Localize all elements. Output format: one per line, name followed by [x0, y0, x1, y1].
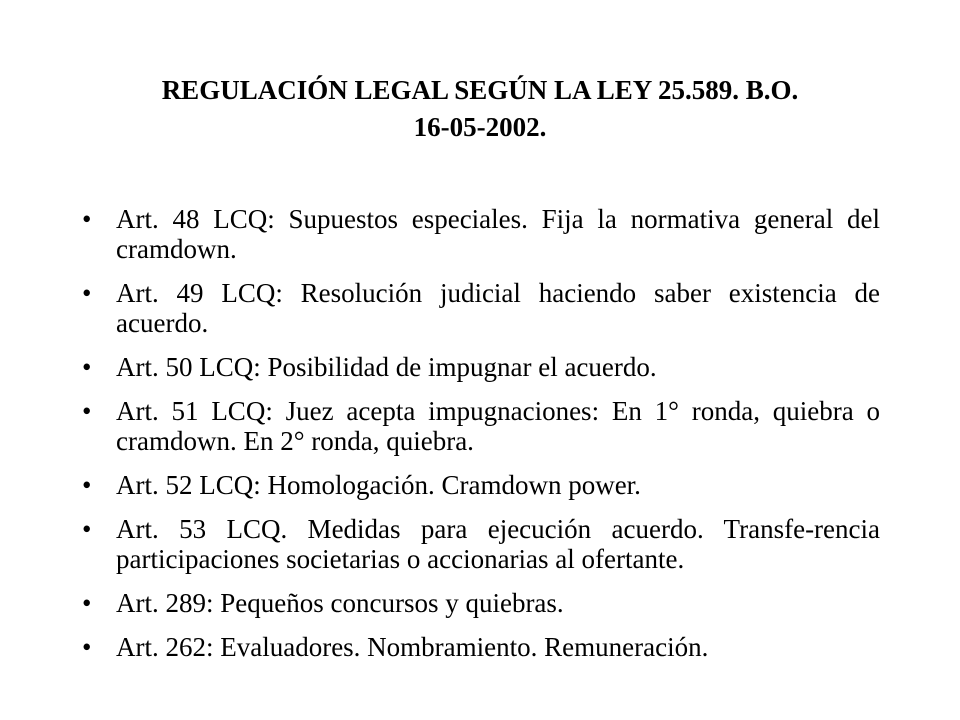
bullet-item-art-52 — [80, 470, 880, 500]
title-line-2: 16-05-2002. — [413, 112, 547, 142]
bullet-text: Art. 262: Evaluadores. Nombramiento. Remuneración. — [116, 632, 709, 662]
bullet-item-art-53 — [80, 514, 880, 574]
bullet-text: Art. 48 LCQ: Supuestos especiales. Fija la normativa general del cramdown. — [116, 204, 880, 264]
bullet-text: Art. 50 LCQ: Posibilidad de impugnar el acuerdo. — [116, 352, 657, 382]
bullet-item-art-50 — [80, 352, 880, 382]
bullet-text: Art. 289: Pequeños concursos y quiebras. — [116, 588, 564, 618]
bullet-icon: • — [82, 632, 92, 662]
bullet-icon: • — [82, 588, 92, 618]
bullet-item-art-49 — [80, 278, 880, 338]
bullet-item-art-289 — [80, 588, 880, 618]
bullet-text: Art. 51 LCQ: Juez acepta impugnaciones: En 1° ronda, quiebra o cramdown. En 2° ronda, quiebra. — [116, 396, 880, 456]
bullet-icon: • — [82, 352, 92, 382]
bullet-item-art-48 — [80, 204, 880, 264]
bullet-icon: • — [82, 470, 92, 500]
bullet-icon: • — [82, 204, 92, 234]
bullet-item-art-262 — [80, 632, 880, 662]
bullet-text: Art. 49 LCQ: Resolución judicial haciendo saber existencia de acuerdo. — [116, 278, 880, 338]
bullet-list — [80, 204, 880, 676]
bullet-item-art-51 — [80, 396, 880, 456]
title-line-1: REGULACIÓN LEGAL SEGÚN LA LEY 25.589. B.O. — [161, 75, 799, 105]
bullet-text: Art. 52 LCQ: Homologación. Cramdown power. — [116, 470, 641, 500]
slide-title — [80, 72, 880, 146]
bullet-text: Art. 53 LCQ. Medidas para ejecución acuerdo. Transfe-rencia participaciones societarias o accionarias al ofertante. — [116, 514, 880, 574]
bullet-icon: • — [82, 396, 92, 426]
bullet-icon: • — [82, 514, 92, 544]
bullet-icon: • — [82, 278, 92, 308]
